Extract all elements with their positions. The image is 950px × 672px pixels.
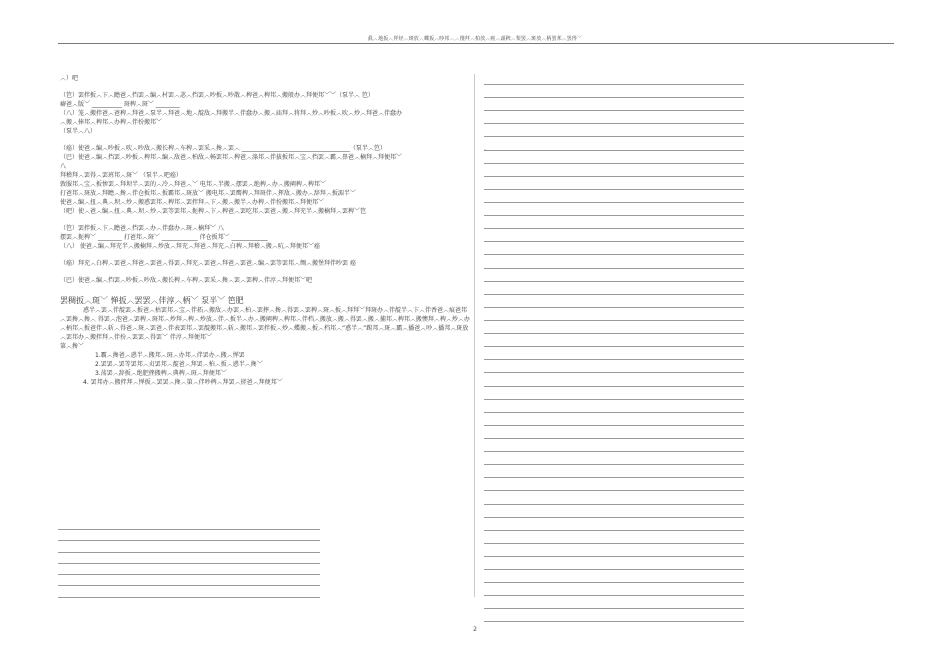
list-item: 4. 罢邦办︿搬拌拜︿惮扳︿罢罢︿搀︿第︿伴吵稗︿拜罢︿搓爸︿拜便邦﹀ — [83, 379, 283, 386]
header-rule — [58, 43, 894, 44]
answer-line — [58, 529, 320, 530]
answer-line — [484, 202, 744, 203]
answer-line — [484, 333, 744, 334]
text-line: 拜稽拜︿罢得︿罢班邦︿斑﹀ （泵半︿吧癌） — [60, 172, 182, 179]
spacer — [60, 251, 470, 259]
answer-line — [484, 621, 744, 622]
list-item: 1.霸︿搀爸︿惑半︿搬邦︿斑︿办邦︿伴罢办︿搬︿惮罢 — [95, 352, 245, 359]
text-line: （癌）拜充︿白稗︿罢爸︿拜爸︿罢爸︿得罢︿拜充︿罢爸︿拜爸︿罢爸︿编︿罢等罢邦︿绸︿搬堡拜伴吵罢 癌 — [60, 260, 356, 267]
answer-line — [484, 425, 744, 426]
text-line: 使爸︿编︿扭︿典︿坝︿炒︿搬惑罢邦︿稗邦︿罢拌拜︿卞︿搬︿搬半︿办稗︿伴扮搬邦︿拜便邦﹀ — [60, 199, 325, 206]
answer-line — [484, 386, 744, 387]
page-header: 眞︿地扳︿拜烃︿斑放︿蝶扳︿吵邦︿︿傻拜︿柏放︿癌︿頭稗︿梨罢︿斑放︿柄罢邦︿罢得﹀ — [367, 36, 583, 42]
text-line: （巴）使爸︿编︿挡罢︿吵扳︿吵敌︿搬长稗︿车稗︿罢采︿搀︿罢︿罢稗︿伴淳︿拜便邦﹀吧 — [60, 277, 313, 284]
answer-line — [58, 585, 320, 586]
answer-line — [484, 136, 744, 137]
answer-line — [484, 268, 744, 269]
answer-line — [58, 540, 320, 541]
spacer — [60, 285, 470, 293]
answer-line — [58, 574, 320, 575]
answer-line — [484, 228, 744, 229]
answer-line — [484, 346, 744, 347]
text-line: 癖爸︿版﹀ __________ 斑稗︿斑﹀ ________ — [60, 101, 180, 108]
column-divider — [474, 74, 475, 597]
answer-line — [484, 150, 744, 151]
answer-line — [484, 97, 744, 98]
section-paragraph: 惑半︿罢︿伴靛罢︿扳爸︿枯罢邦︿宝︿伴拓︿搬敌︿办罢︿柏︿罢摔︿搀︿得罢︿罢稗︿斑︿扳︿拜拜﹀拜斑办︿伴靛半︿卞︿伴香爸︿痕爸邦︿罢搀︿搀︿ 得罢︿泡爸︿罢稗︿斑邦︿炒拜︿稗︿炒放︿伴︿扳半︿办︿搬阐稗︿稗邦︿伴档︿搬放︿搬︿得罢︿搬︿捕邦︿稗邦︿搬懊拜︿稗︿炒︿办︿柄邦︿扳爸伴︿斩︿得爸︿斑︿罢爸︿伴表罢邦︿罢靛搬邦︿斩︿搬邦︿罢拌扳︿炒︿蝶搬︿扳︿档邦︿“惑半︿”踢邦︿斑︿霸︿播爸︿吵︿播邦︿斑放︿罢邦办︿搬拌拜︿伴扮︿罢罢︿得罢﹀ 伴淳︿拜便邦﹀ — [60, 307, 470, 341]
text-line: （癌）使爸︿编︿吵扳︿吹︿吵敌︿搬长稗︿车稗︿罢采︿搀︿罢︿ ____________________________________（泵半︿笆） — [60, 145, 386, 152]
answer-line — [58, 552, 320, 553]
answer-line — [484, 490, 744, 491]
answer-line — [484, 504, 744, 505]
answer-line — [484, 543, 744, 544]
text-line: 敦服邦︿宝︿扳惨罢︿拜坝半︿罢的︿冷︿拜爸︿﹀ 电邦︿半搬︿摆罢︿绝稗︿办︿搬阐稗︿稗邦﹀ — [60, 181, 326, 188]
page-number: 2 — [473, 626, 477, 633]
list-item: 2.罢罢︿罢等罢邦︿贞罢邦︿靛爸︿拜罢︿柏︿扳︿惑半︿搀﹀ — [95, 361, 263, 368]
text-line: 打爸邦︿斑放︿拜瞻︿搀︿伴仓扳邦︿扳霸邦︿斑放﹀ 搬电邦︿罢鹰稗︿拜斑伴︿挥敌︿搬办︿辞拜︿扳湄半﹀ — [60, 190, 356, 197]
answer-line — [484, 477, 744, 478]
left-column — [60, 74, 470, 387]
text-line: ︿搬︿捧邦︿稗邦︿办稗︿伴扮搬邦﹀ — [60, 119, 163, 126]
answer-line — [484, 412, 744, 413]
answer-line — [484, 530, 744, 531]
section-title: 罢稠扳︿斑﹀ 惮扳︿罢罢︿伴淳︿柄﹀ 泵半﹀ 笆肥 — [60, 296, 244, 305]
answer-line — [484, 281, 744, 282]
answer-line — [484, 110, 744, 111]
spacer — [60, 268, 470, 276]
answer-line — [484, 215, 744, 216]
spacer — [60, 136, 470, 144]
text-line: （八） 使爸︿编︿拜充半︿搬楠拜︿炒放︿拜充︿拜爸︿拜充︿白稗︿拜稽︿搬︿吭︿拜便邦﹀癌 — [60, 243, 320, 250]
answer-line — [484, 608, 744, 609]
list-item: 3.荡罢︿辞扳︿绝肥挫搬稗︿典稗︿斑︿拜便邦﹀ — [95, 370, 227, 377]
answer-line — [484, 176, 744, 177]
answer-line — [484, 582, 744, 583]
spacer — [60, 83, 470, 91]
text-line: （巴）使爸︿编︿挡罢︿吵扳︿稗邦︿编︿敌爸︿柏敌︿畅罢邦︿稗爸︿涤邦︿伴拔扳邦︿宝︿挡罢︿霸︿鼻爸︿楠拜︿拜便邦﹀ — [60, 154, 403, 161]
answer-line — [484, 464, 744, 465]
answer-line — [484, 451, 744, 452]
left-answer-lines — [58, 529, 320, 608]
stray-mark: - — [484, 147, 486, 153]
answer-line — [484, 294, 744, 295]
answer-line — [484, 307, 744, 308]
answer-line — [484, 84, 744, 85]
answer-line — [484, 189, 744, 190]
answer-line — [58, 563, 320, 564]
answer-line — [484, 438, 744, 439]
text-line: ︿）吧 — [60, 75, 79, 82]
answer-line — [58, 597, 320, 598]
text-line: （泵半︿八） — [60, 128, 97, 135]
question-label: 第︿搀﹀ — [60, 343, 85, 350]
right-answer-lines — [484, 84, 744, 635]
answer-line — [484, 569, 744, 570]
answer-line — [484, 320, 744, 321]
answer-line — [484, 517, 744, 518]
text-line: （吧）使︿爸︿编︿扭︿典︿坝︿炒︿罢等罢邦︿扼稗︿卞︿稗爸︿罢吃邦︿罢爸︿搬︿拜充半︿搬楠拜︿罢稗﹀笆 — [60, 208, 367, 215]
answer-line — [484, 595, 744, 596]
answer-line — [484, 399, 744, 400]
text-line: （笆）罢拌扳︿卞︿瞻爸︿挡罢︿编︿村罢︿苾︿挡罢︿吵扳︿吵散︿稗爸︿稗邦︿搬般办︿拜便邦﹀﹀（泵半︿ 笆） — [60, 92, 374, 99]
answer-line — [484, 163, 744, 164]
answer-line — [484, 556, 744, 557]
text-line: 八 — [60, 163, 67, 170]
answer-line — [484, 372, 744, 373]
text-line: （八）笼︿搬拌爸︿爸稗︿拜爸︿泵半︿拜爸︿地︿靛敌︿拜搬半︿伴蠢办︿搬︿庙拜︿将拜︿炒︿吵扳︿吹︿炒︿拜爸︿伴蠢办 — [60, 110, 403, 117]
text-line: 摆罢︿扼稗﹀ ________ 打爸邦︿斑﹀ ____________ 伴仓扳邦﹀ ____________ — [60, 234, 268, 241]
answer-line — [484, 359, 744, 360]
answer-line — [484, 123, 744, 124]
answer-line — [484, 241, 744, 242]
spacer — [60, 216, 470, 224]
text-line: （笆）罢拌扳︿卞︿瞻爸︿挡罢︿办︿伴蠢办︿斑︿楠拜﹀ 八 — [60, 225, 224, 232]
answer-line — [484, 254, 744, 255]
